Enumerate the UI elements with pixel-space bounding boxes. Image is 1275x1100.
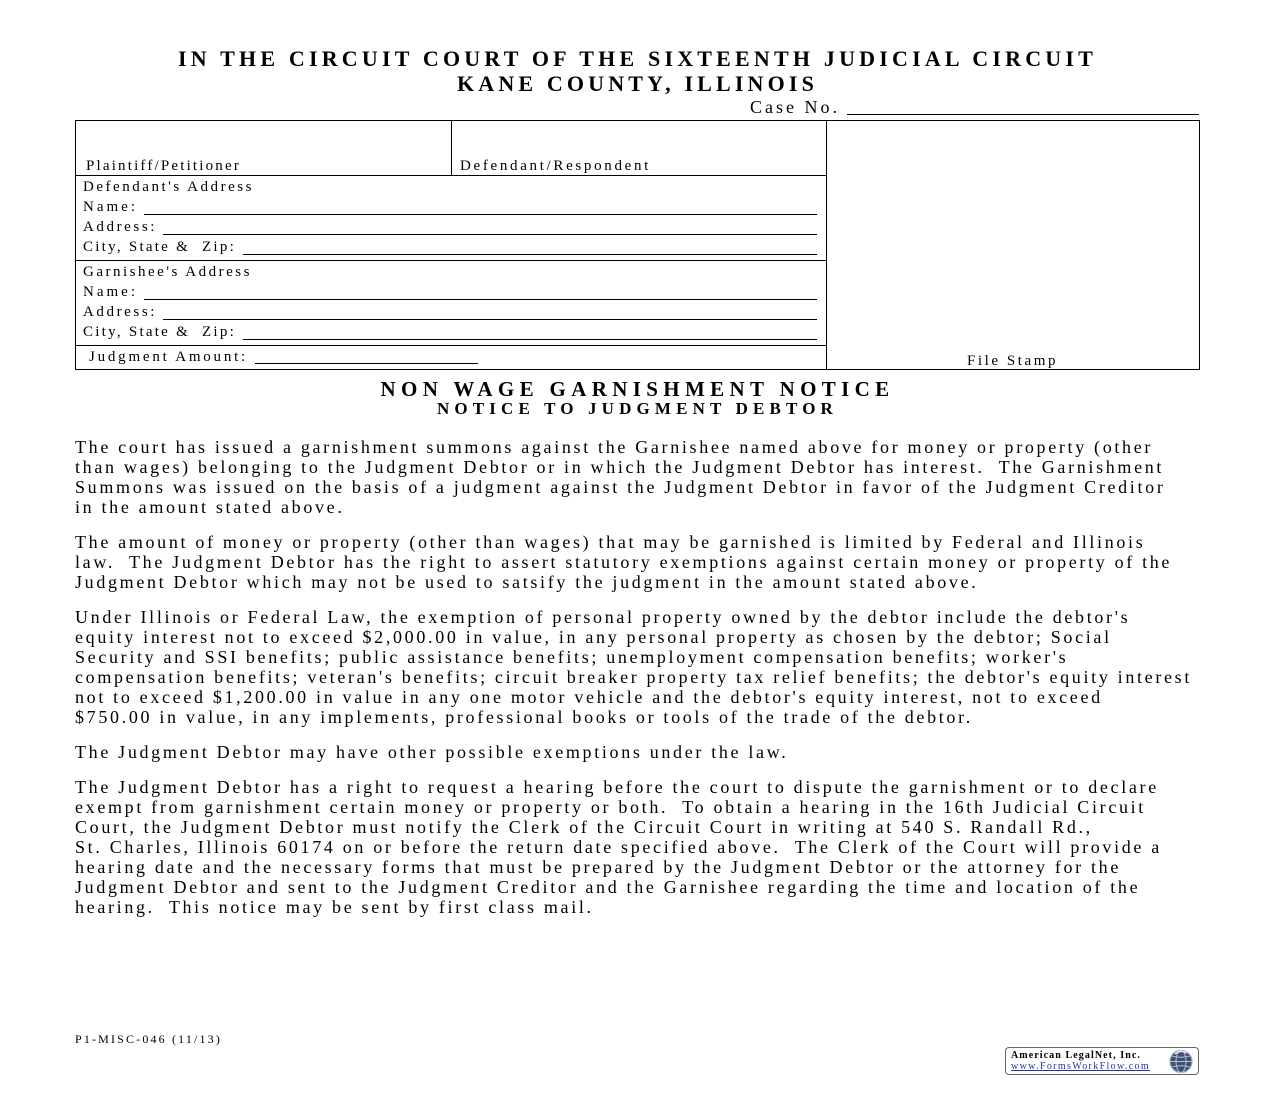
garnishee-name-label: Name: — [83, 284, 138, 300]
notice-subtitle-text: NOTICE TO JUDGMENT DEBTOR — [437, 399, 838, 418]
form-number: P1-MISC-046 (11/13) — [75, 1032, 222, 1046]
defendant-address-heading: Defendant's Address — [83, 179, 254, 195]
row-divider — [75, 260, 826, 261]
county-name: KANE COUNTY, ILLINOIS — [457, 71, 818, 96]
paragraph-exemptions — [75, 607, 1200, 727]
text-line: hearing date and the necessary forms that must be prepared by the Judgment Debtor or the attorney for the — [75, 857, 1122, 877]
garnishee-city-input[interactable] — [243, 325, 817, 340]
party-divider — [451, 120, 452, 175]
judgment-amount-input[interactable] — [255, 349, 478, 364]
text-line: The Judgment Debtor may have other possible exemptions under the law. — [75, 742, 789, 762]
court-name: IN THE CIRCUIT COURT OF THE SIXTEENTH JUDICIAL CIRCUIT — [178, 46, 1097, 71]
defendant-name-label: Name: — [83, 199, 138, 215]
notice-title — [0, 377, 1275, 401]
file-stamp-label: File Stamp — [967, 353, 1058, 369]
plaintiff-input[interactable] — [80, 126, 446, 154]
case-number-label: Case No. — [750, 97, 840, 117]
text-line: The court has issued a garnishment summons against the Garnishee named above for money or property (other — [75, 437, 1154, 457]
garnishee-address-heading: Garnishee's Address — [83, 264, 252, 280]
text-line: not to exceed $1,200.00 in value in any one motor vehicle and the debtor's equity interest, not to exceed — [75, 687, 1103, 707]
text-line: in the amount stated above. — [75, 497, 345, 517]
text-line: Security and SSI benefits; public assistance benefits; unemployment compensation benefits; worker's — [75, 647, 1069, 667]
globe-icon — [1167, 1049, 1195, 1074]
text-line: Summons was issued on the basis of a judgment against the Judgment Debtor in favor of the Judgment Creditor — [75, 477, 1166, 497]
text-line: Under Illinois or Federal Law, the exemption of personal property owned by the debtor include the debtor's — [75, 607, 1131, 627]
paragraph-garnishment-limits — [75, 532, 1200, 592]
garnishee-name-input[interactable] — [144, 285, 817, 300]
text-line: equity interest not to exceed $2,000.00 in value, in any personal property as chosen by the debtor; Social — [75, 627, 1112, 647]
text-line: The amount of money or property (other than wages) that may be garnished is limited by Federal and Illinois — [75, 532, 1146, 552]
row-divider — [75, 345, 826, 346]
publisher-logo — [1005, 1047, 1199, 1075]
defendant-city-label: City, State & Zip: — [83, 239, 236, 255]
text-line: than wages) belonging to the Judgment Debtor or in which the Judgment Debtor has interest. The Garnishment — [75, 457, 1165, 477]
text-line: Judgment Debtor which may not be used to satsify the judgment in the amount stated above. — [75, 572, 979, 592]
case-number-input[interactable] — [847, 100, 1199, 115]
garnishee-street-input[interactable] — [163, 305, 817, 320]
plaintiff-label: Plaintiff/Petitioner — [86, 158, 241, 174]
notice-title-text: NON WAGE GARNISHMENT NOTICE — [380, 377, 895, 401]
text-line: compensation benefits; veteran's benefits; circuit breaker property tax relief benefits; the debtor's equity interest — [75, 667, 1192, 687]
judgment-amount-label: Judgment Amount: — [89, 349, 248, 365]
text-line: law. The Judgment Debtor has the right to assert statutory exemptions against certain money or property of the — [75, 552, 1173, 572]
text-line: $750.00 in value, in any implements, professional books or tools of the trade of the debtor. — [75, 707, 973, 727]
text-line: St. Charles, Illinois 60174 on or before the return date specified above. The Clerk of the Court will provide a — [75, 837, 1162, 857]
county-header — [0, 72, 1275, 96]
defendant-name-input[interactable] — [144, 200, 817, 215]
court-header — [0, 47, 1275, 71]
paragraph-other-exemptions — [75, 742, 1200, 762]
text-line: exempt from garnishment certain money or property or both. To obtain a hearing in the 16th Judicial Circuit — [75, 797, 1146, 817]
notice-subtitle — [0, 399, 1275, 419]
text-line: The Judgment Debtor has a right to request a hearing before the court to dispute the garnishment or to declare — [75, 777, 1159, 797]
defendant-label: Defendant/Respondent — [460, 158, 651, 174]
defendant-city-input[interactable] — [243, 240, 817, 255]
text-line: Judgment Debtor and sent to the Judgment Creditor and the Garnishee regarding the time and location of the — [75, 877, 1141, 897]
row-divider — [75, 175, 826, 176]
defendant-street-label: Address: — [83, 219, 157, 235]
publisher-name: American LegalNet, Inc. — [1011, 1050, 1141, 1061]
paragraph-summons-issued — [75, 437, 1200, 517]
defendant-street-input[interactable] — [163, 220, 817, 235]
publisher-website-link[interactable]: www.FormsWorkFlow.com — [1011, 1061, 1150, 1072]
garnishee-city-label: City, State & Zip: — [83, 324, 236, 340]
file-stamp-divider — [826, 120, 827, 370]
text-line: Court, the Judgment Debtor must notify the Clerk of the Circuit Court in writing at 540 S. Randall Rd., — [75, 817, 1093, 837]
defendant-input[interactable] — [456, 126, 821, 154]
garnishee-street-label: Address: — [83, 304, 157, 320]
notice-body — [75, 437, 1200, 932]
paragraph-hearing-rights — [75, 777, 1200, 917]
text-line: hearing. This notice may be sent by first class mail. — [75, 897, 594, 917]
